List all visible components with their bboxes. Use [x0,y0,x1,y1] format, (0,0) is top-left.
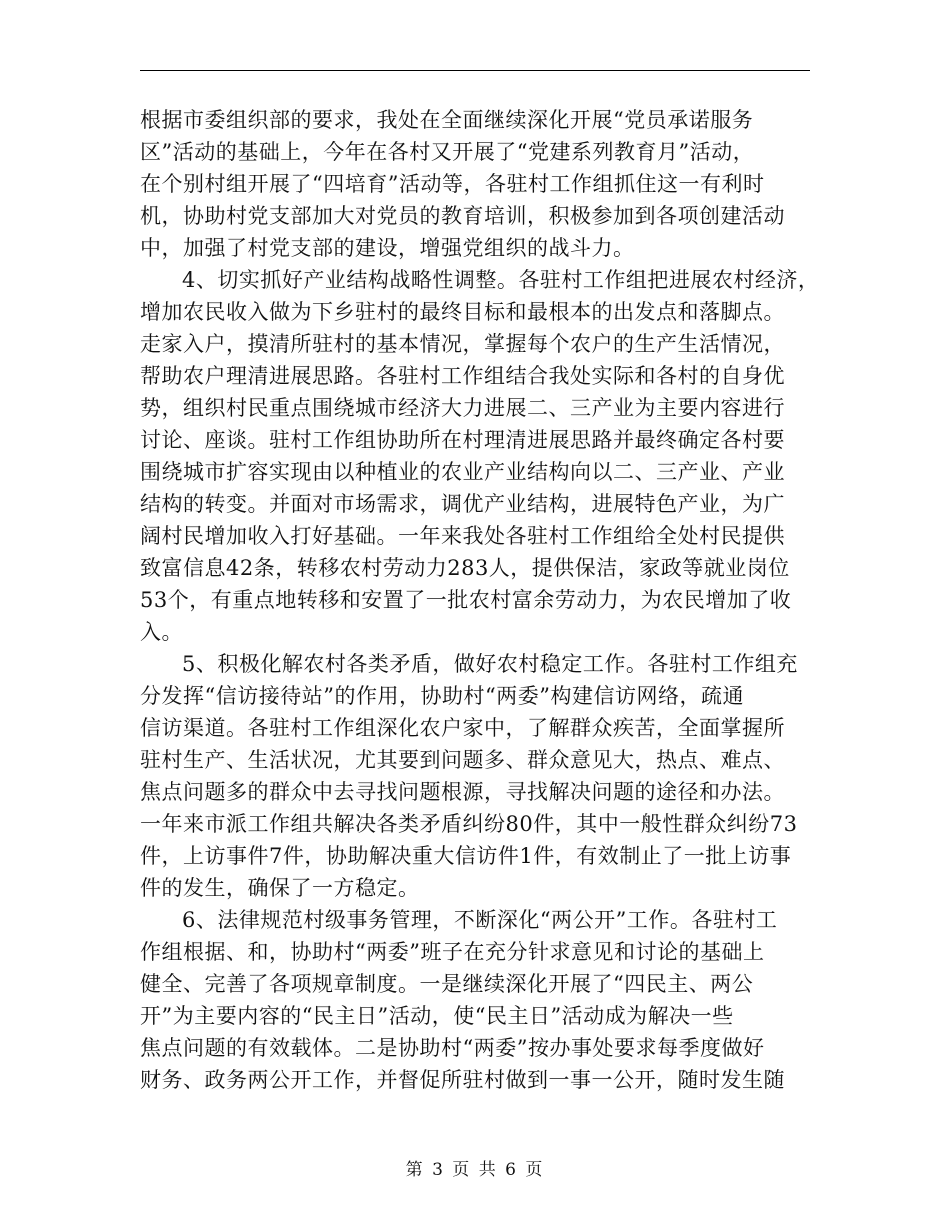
text-line: 走家入户，摸清所驻村的基本情况，掌握每个农户的生产生活情况， [140,332,785,356]
text-line: 机，协助村党支部加大对党员的教育培训，积极参加到各项创建活动 [140,204,785,228]
paragraph-4-start: 4、切实抓好产业结构战略性调整。各驻村工作组把进展农村经济， [182,268,820,292]
text-line: 作组根据、和，协助村“两委”班子在充分针求意见和讨论的基础上 [140,940,765,964]
text-line: 增加农民收入做为下乡驻村的最终目标和最根本的出发点和落脚点。 [140,300,785,324]
text-line: 件，上访事件7件，协助解决重大信访件1件，有效制止了一批上访事 [140,844,792,868]
paragraph-6-start: 6、法律规范村级事务管理，不断深化“两公开”工作。各驻村工 [182,908,778,932]
text-line: 一年来市派工作组共解决各类矛盾纠纷80件，其中一般性群众纠纷73 [140,812,798,836]
text-line: 53个，有重点地转移和安置了一批农村富余劳动力，为农民增加了收 [140,588,792,612]
header-rule [140,70,810,71]
text-line: 讨论、座谈。驻村工作组协助所在村理清进展思路并最终确定各村要 [140,428,785,452]
text-line: 件的发生，确保了一方稳定。 [140,876,420,900]
text-line: 结构的转变。并面对市场需求，调优产业结构，进展特色产业，为广 [140,492,785,516]
text-line: 焦点问题的有效载体。二是协助村“两委”按办事处要求每季度做好 [140,1036,765,1060]
text-line: 帮助农户理清进展思路。各驻村工作组结合我处实际和各村的自身优 [140,364,785,388]
text-line: 健全、完善了各项规章制度。一是继续深化开展了“四民主、两公 [140,972,754,996]
text-line: 根据市委组织部的要求，我处在全面继续深化开展“党员承诺服务 [140,108,754,132]
text-line: 在个别村组开展了“四培育”活动等，各驻村工作组抓住这一有利时 [140,172,765,196]
text-line: 势，组织村民重点围绕城市经济大力进展二、三产业为主要内容进行 [140,396,785,420]
text-line: 驻村生产、生活状况，尤其要到问题多、群众意见大，热点、难点、 [140,748,785,772]
text-line: 中，加强了村党支部的建设，增强党组织的战斗力。 [140,236,635,260]
text-line: 入。 [140,620,183,644]
text-line: 开”为主要内容的“民主日”活动，使“民主日”活动成为解决一些 [140,1004,734,1028]
text-line: 阔村民增加收入打好基础。一年来我处各驻村工作组给全处村民提供 [140,524,785,548]
text-line: 财务、政务两公开工作，并督促所驻村做到一事一公开，随时发生随 [140,1068,785,1092]
text-line: 区”活动的基础上，今年在各村又开展了“党建系列教育月”活动， [140,140,755,164]
text-line: 致富信息42条，转移农村劳动力283人，提供保洁，家政等就业岗位 [140,556,790,580]
body-text [140,104,820,1096]
text-line: 焦点问题多的群众中去寻找问题根源，寻找解决问题的途径和办法。 [140,780,785,804]
page-footer: 第 3 页 共 6 页 [405,1160,545,1180]
text-line: 围绕城市扩容实现由以种植业的农业产业结构向以二、三产业、产业 [140,460,785,484]
text-line: 信访渠道。各驻村工作组深化农户家中，了解群众疾苦，全面掌握所 [140,716,785,740]
text-line: 分发挥“信访接待站”的作用，协助村“两委”构建信访网络，疏通 [140,684,744,708]
paragraph-5-start: 5、积极化解农村各类矛盾，做好农村稳定工作。各驻村工作组充 [182,652,798,676]
